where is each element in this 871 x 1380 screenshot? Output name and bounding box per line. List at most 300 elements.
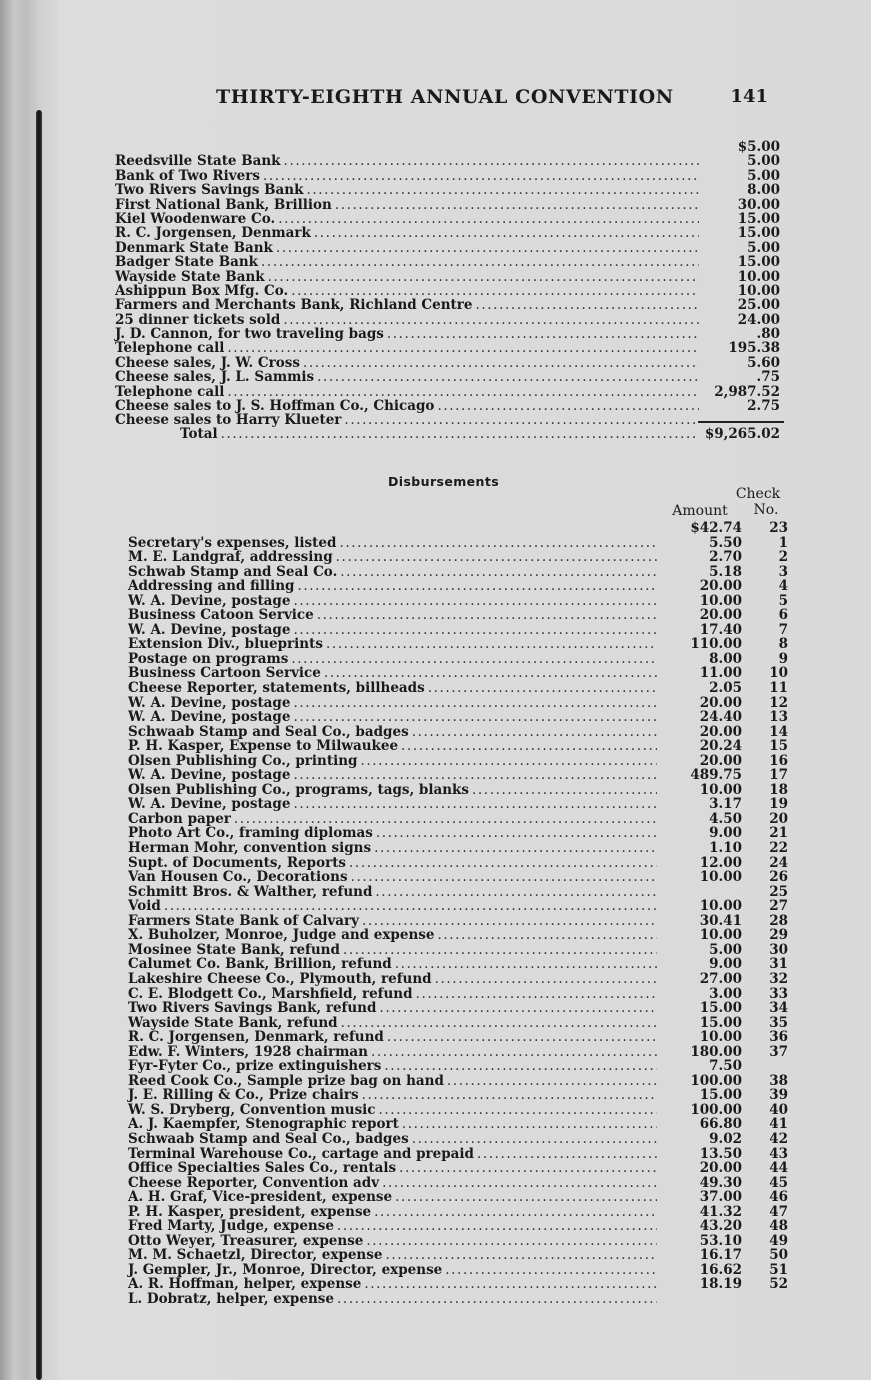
disbursement-label: W. A. Devine, postage [128, 621, 291, 638]
receipt-row [115, 341, 780, 355]
receipt-amount: 2,987.52 [714, 383, 780, 400]
disbursement-amount: 8.00 [709, 650, 742, 667]
dot-leader [412, 725, 657, 740]
disbursement-row [128, 521, 792, 536]
dot-leader [336, 550, 657, 565]
disbursement-label: Two Rivers Savings Bank, refund [128, 1000, 377, 1017]
disbursement-label: Photo Art Co., framing diplomas [128, 825, 373, 842]
dot-leader [314, 226, 699, 240]
receipt-row [115, 154, 780, 168]
dot-leader [375, 885, 657, 900]
disbursement-row [128, 1074, 792, 1089]
disbursement-label: Schmitt Bros. & Walther, refund [128, 883, 373, 900]
disbursement-label: A. J. Kaempfer, Stenographic report [128, 1116, 399, 1133]
disbursement-label: L. Dobratz, helper, expense [128, 1290, 334, 1307]
dot-leader [341, 1016, 657, 1031]
receipt-amount: 15.00 [737, 254, 780, 271]
disbursement-amount: 15.00 [699, 1000, 742, 1017]
disbursement-amount: 4.50 [709, 810, 742, 827]
disbursement-amount: 15.00 [699, 1014, 742, 1031]
disbursement-amount: 15.00 [699, 1087, 742, 1104]
receipt-row [115, 169, 780, 183]
receipt-amount: 195.38 [728, 340, 780, 357]
disbursement-row [128, 1263, 792, 1278]
disbursement-amount: 20.24 [699, 738, 742, 755]
disbursement-row [128, 1248, 792, 1263]
disbursement-row [128, 1045, 792, 1060]
dot-leader [276, 241, 699, 255]
dot-leader [324, 666, 657, 681]
disbursement-amount: 5.18 [709, 563, 742, 580]
disbursement-label: A. H. Graf, Vice-president, expense [128, 1189, 393, 1206]
dot-leader [437, 399, 699, 413]
disbursement-amount: 10.00 [699, 781, 742, 798]
check-number: 23 [769, 520, 788, 536]
dot-leader [263, 169, 699, 183]
disbursement-label: M. M. Schaetzl, Director, expense [128, 1247, 383, 1264]
check-number: 30 [769, 941, 788, 958]
receipt-label: R. C. Jorgensen, Denmark [115, 225, 311, 242]
dot-leader [412, 1132, 657, 1147]
disbursement-row [128, 1219, 792, 1234]
dot-leader [227, 385, 699, 399]
check-number: 8 [778, 636, 788, 653]
dot-leader [477, 1147, 657, 1162]
disbursement-row [128, 768, 792, 783]
dot-leader [379, 1103, 657, 1118]
receipt-amount: 5.00 [747, 167, 780, 184]
dot-leader [387, 1030, 657, 1045]
disbursement-label: A. R. Hoffman, helper, expense [128, 1276, 362, 1293]
disbursement-row [128, 696, 792, 711]
receipt-row [115, 385, 780, 399]
check-number: 29 [769, 927, 788, 944]
disbursement-amount: 110.00 [690, 636, 742, 653]
receipt-row [115, 255, 780, 269]
dot-leader [416, 987, 657, 1002]
receipt-row [115, 226, 780, 240]
check-number: 48 [769, 1218, 788, 1235]
disbursement-label: Mosinee State Bank, refund [128, 941, 340, 958]
dot-leader [387, 327, 699, 341]
disbursement-amount: 7.50 [709, 1058, 742, 1075]
receipt-label: Kiel Woodenware Co. [115, 210, 276, 227]
dot-leader [261, 255, 699, 269]
dot-leader [317, 370, 699, 384]
receipt-label: Ashippun Box Mfg. Co. [115, 282, 289, 299]
disbursement-amount: 1.10 [709, 840, 742, 857]
check-number: 17 [769, 767, 788, 784]
disbursement-label: M. E. Landgraf, addressing [128, 549, 333, 566]
receipt-label: Cheese sales, J. W. Cross [115, 354, 300, 371]
check-number: 7 [778, 621, 788, 638]
disbursement-amount: 5.00 [709, 941, 742, 958]
disbursement-label: Schwaab Stamp and Seal Co., badges [128, 1130, 409, 1147]
receipt-row [115, 241, 780, 255]
check-number: 5 [778, 592, 788, 609]
receipt-amount: 5.00 [747, 153, 780, 170]
page-binding-edge [0, 0, 58, 1380]
disbursement-row [128, 826, 792, 841]
disbursement-label: Business Cartoon Service [128, 665, 321, 682]
disbursement-label: Schwab Stamp and Seal Co. [128, 563, 338, 580]
disbursement-amount: 20.00 [699, 1160, 742, 1177]
dot-leader [343, 943, 657, 958]
disbursement-row [128, 987, 792, 1002]
receipt-label: Cheese sales, J. L. Sammis [115, 369, 315, 386]
dot-leader [293, 797, 657, 812]
receipt-amount: 25.00 [737, 297, 780, 314]
receipt-label: Telephone call [115, 340, 225, 357]
receipt-label: Badger State Bank [115, 254, 259, 271]
dot-leader [360, 754, 657, 769]
disbursement-label: Office Specialties Sales Co., rentals [128, 1160, 397, 1177]
disbursement-amount: $42.74 [690, 520, 742, 536]
disbursement-amount: 9.00 [709, 825, 742, 842]
amount-column-header: Amount [672, 503, 728, 519]
dot-leader [337, 1292, 657, 1307]
disbursement-row [128, 637, 792, 652]
disbursement-label: W. A. Devine, postage [128, 767, 291, 784]
disbursement-label: R. C. Jorgensen, Denmark, refund [128, 1029, 384, 1046]
disbursement-amount: 49.30 [699, 1174, 742, 1191]
disbursement-label: Otto Weyer, Treasurer, expense [128, 1232, 364, 1249]
page-header [216, 86, 776, 116]
check-number: 45 [769, 1174, 788, 1191]
disbursements-ledger [128, 521, 792, 1307]
check-number: 35 [769, 1014, 788, 1031]
disbursement-amount: 20.00 [699, 723, 742, 740]
dot-leader [371, 1045, 657, 1060]
disbursement-row [128, 681, 792, 696]
disbursement-row [128, 1176, 792, 1191]
dot-leader [362, 914, 657, 929]
dot-leader [337, 1219, 657, 1234]
dot-leader [435, 972, 657, 987]
dot-leader [291, 284, 699, 298]
receipt-label: Two Rivers Savings Bank [115, 182, 304, 199]
disbursement-row [128, 1088, 792, 1103]
disbursement-amount: 10.00 [699, 869, 742, 886]
disbursement-row [128, 783, 792, 798]
disbursement-amount: 41.32 [699, 1203, 742, 1220]
disbursement-row [128, 550, 792, 565]
disbursement-label: Cheese Reporter, Convention adv [128, 1174, 380, 1191]
receipt-label: Reedsville State Bank [115, 153, 281, 170]
disbursement-row [128, 739, 792, 754]
receipt-row [115, 370, 780, 384]
dot-leader [293, 710, 657, 725]
dot-leader [293, 696, 657, 711]
disbursement-row [128, 856, 792, 871]
disbursement-row [128, 710, 792, 725]
dot-leader [445, 1263, 657, 1278]
disbursement-row [128, 608, 792, 623]
disbursement-amount: 20.00 [699, 694, 742, 711]
receipt-amount: .75 [756, 369, 780, 386]
disbursement-amount: 43.20 [699, 1218, 742, 1235]
disbursement-row [128, 1147, 792, 1162]
disbursement-amount: 20.00 [699, 607, 742, 624]
check-number: 13 [769, 709, 788, 726]
disbursement-label: Business Catoon Service [128, 607, 314, 624]
dot-leader [278, 212, 699, 226]
disbursement-amount: 13.50 [699, 1145, 742, 1162]
check-number: 12 [769, 694, 788, 711]
check-number: 50 [769, 1247, 788, 1264]
disbursement-label: P. H. Kasper, Expense to Milwaukee [128, 738, 399, 755]
disbursement-label: Terminal Warehouse Co., cartage and prepaid [128, 1145, 474, 1162]
check-number: 6 [778, 607, 788, 624]
disbursement-row [128, 1117, 792, 1132]
receipt-amount: 5.60 [747, 354, 780, 371]
disbursement-amount: 180.00 [690, 1043, 742, 1060]
disbursement-label: Void [128, 898, 161, 915]
disbursement-row [128, 1205, 792, 1220]
receipt-amount: 10.00 [737, 282, 780, 299]
total-amount: $9,265.02 [704, 426, 780, 442]
disbursement-label: Farmers State Bank of Calvary [128, 912, 359, 929]
check-number: 3 [778, 563, 788, 580]
dot-leader [366, 1234, 657, 1249]
disbursement-amount: 24.40 [699, 709, 742, 726]
receipt-amount: 2.75 [747, 398, 780, 415]
dot-leader [395, 1190, 657, 1205]
receipt-row [115, 399, 780, 413]
check-header-line2: No. [753, 502, 779, 518]
check-number: 18 [769, 781, 788, 798]
disbursement-amount: 100.00 [690, 1072, 742, 1089]
check-number: 1 [778, 534, 788, 551]
receipt-row [115, 140, 780, 154]
check-number: 10 [769, 665, 788, 682]
total-label: Total [180, 426, 218, 442]
disbursement-amount: 5.50 [709, 534, 742, 551]
check-number: 37 [769, 1043, 788, 1060]
dot-leader [293, 623, 657, 638]
check-number: 9 [778, 650, 788, 667]
dot-leader [428, 681, 657, 696]
disbursement-label: Reed Cook Co., Sample prize bag on hand [128, 1072, 444, 1089]
disbursement-label: Edw. F. Winters, 1928 chairman [128, 1043, 368, 1060]
receipt-row [115, 183, 780, 197]
dot-leader [283, 313, 699, 327]
check-number: 31 [769, 956, 788, 973]
receipt-amount: 30.00 [737, 196, 780, 213]
disbursement-label: W. A. Devine, postage [128, 694, 291, 711]
disbursement-amount: 2.05 [709, 680, 742, 697]
receipt-row [115, 212, 780, 226]
dot-leader [362, 1088, 657, 1103]
disbursement-row [128, 1059, 792, 1074]
disbursement-row [128, 943, 792, 958]
dot-leader [376, 826, 657, 841]
dot-leader [293, 594, 657, 609]
receipt-label: 25 dinner tickets sold [115, 311, 281, 328]
check-number: 27 [769, 898, 788, 915]
dot-leader [306, 183, 699, 197]
disbursement-row [128, 594, 792, 609]
dot-leader [437, 928, 657, 943]
receipts-total-row [180, 426, 780, 442]
check-number: 39 [769, 1087, 788, 1104]
disbursement-row [128, 1103, 792, 1118]
disbursement-label: Fyr-Fyter Co., prize extinguishers [128, 1058, 382, 1075]
check-number-header [736, 502, 796, 518]
disbursement-row [128, 565, 792, 580]
dot-leader [335, 198, 699, 212]
disbursement-row [128, 1001, 792, 1016]
disbursement-label: Secretary's expenses, listed [128, 534, 337, 551]
receipt-row [115, 356, 780, 370]
disbursement-row [128, 1190, 792, 1205]
disbursement-row [128, 812, 792, 827]
disbursement-amount: 10.00 [699, 592, 742, 609]
disbursement-label: J. E. Rilling & Co., Prize chairs [128, 1087, 359, 1104]
disbursement-amount: 37.00 [699, 1189, 742, 1206]
page-number: 141 [730, 86, 768, 107]
running-title: THIRTY-EIGHTH ANNUAL CONVENTION [216, 86, 674, 108]
check-number: 22 [769, 840, 788, 857]
receipt-label: Denmark State Bank [115, 239, 273, 256]
dot-leader [476, 298, 700, 312]
disbursement-label: P. H. Kasper, president, expense [128, 1203, 372, 1220]
dot-leader [326, 637, 657, 652]
check-number: 19 [769, 796, 788, 813]
disbursement-amount: 10.00 [699, 1029, 742, 1046]
disbursement-amount: 16.17 [699, 1247, 742, 1264]
dot-leader [339, 536, 657, 551]
disbursement-amount: 16.62 [699, 1261, 742, 1278]
disbursement-row [128, 885, 792, 900]
disbursement-amount: 30.41 [699, 912, 742, 929]
check-number: 26 [769, 869, 788, 886]
disbursement-row [128, 1277, 792, 1292]
disbursement-row [128, 725, 792, 740]
disbursement-amount: 20.00 [699, 752, 742, 769]
disbursement-amount: 66.80 [699, 1116, 742, 1133]
disbursement-row [128, 1234, 792, 1249]
disbursement-label: W. S. Dryberg, Convention music [128, 1101, 376, 1118]
check-header-line1: Check [735, 486, 781, 502]
check-number: 52 [769, 1276, 788, 1293]
disbursement-amount: 3.00 [709, 985, 742, 1002]
disbursement-amount: 17.40 [699, 621, 742, 638]
dot-leader [317, 608, 657, 623]
check-column-header [728, 486, 788, 502]
disbursement-label: Postage on programs [128, 650, 289, 667]
check-number: 47 [769, 1203, 788, 1220]
disbursement-amount: 10.00 [699, 898, 742, 915]
disbursement-row [128, 972, 792, 987]
disbursement-label: Extension Div., blueprints [128, 636, 323, 653]
check-number: 4 [778, 578, 788, 595]
dot-leader [385, 1248, 657, 1263]
receipt-row [115, 284, 780, 298]
check-number: 25 [769, 883, 788, 900]
check-number: 34 [769, 1000, 788, 1017]
receipt-row [115, 198, 780, 212]
dot-leader [401, 739, 657, 754]
dot-leader [291, 652, 657, 667]
receipt-label: Telephone call [115, 383, 225, 400]
dot-leader [384, 1059, 657, 1074]
dot-leader [164, 899, 657, 914]
receipt-row [115, 313, 780, 327]
disbursement-label: W. A. Devine, postage [128, 592, 291, 609]
disbursement-row [128, 928, 792, 943]
disbursement-amount: 489.75 [690, 767, 742, 784]
receipt-amount: 10.00 [737, 268, 780, 285]
check-number: 46 [769, 1189, 788, 1206]
receipt-label: Bank of Two Rivers [115, 167, 260, 184]
receipt-amount: $5.00 [737, 139, 780, 155]
dot-leader [227, 341, 699, 355]
dot-leader [374, 841, 657, 856]
receipt-row [115, 270, 780, 284]
dot-leader [340, 565, 657, 580]
dot-leader [447, 1074, 657, 1089]
dot-leader [303, 356, 699, 370]
check-number: 49 [769, 1232, 788, 1249]
disbursement-amount: 3.17 [709, 796, 742, 813]
disbursement-row [128, 579, 792, 594]
disbursement-row [128, 899, 792, 914]
disbursement-amount: 12.00 [699, 854, 742, 871]
disbursement-label: Wayside State Bank, refund [128, 1014, 338, 1031]
check-number: 14 [769, 723, 788, 740]
receipt-label: Cheese sales to Harry Klueter [115, 412, 342, 429]
disbursement-row [128, 754, 792, 769]
disbursement-label: Calumet Co. Bank, Brillion, refund [128, 956, 392, 973]
disbursement-label: Schwaab Stamp and Seal Co., badges [128, 723, 409, 740]
disbursement-row [128, 1161, 792, 1176]
receipt-label: Cheese sales to J. S. Hoffman Co., Chicago [115, 398, 435, 415]
dot-leader [293, 768, 657, 783]
disbursement-amount: 100.00 [690, 1101, 742, 1118]
check-number: 51 [769, 1261, 788, 1278]
disbursement-row [128, 536, 792, 551]
disbursement-row [128, 1016, 792, 1031]
check-number: 11 [769, 680, 788, 697]
disbursement-label: Fred Marty, Judge, expense [128, 1218, 334, 1235]
disbursement-amount: 9.00 [709, 956, 742, 973]
receipt-label: First National Bank, Brillion [115, 196, 332, 213]
disbursement-row [128, 841, 792, 856]
dot-leader [374, 1205, 657, 1220]
check-number: 44 [769, 1160, 788, 1177]
dot-leader [351, 870, 657, 885]
disbursement-label: Herman Mohr, convention signs [128, 840, 372, 857]
check-number: 28 [769, 912, 788, 929]
check-number: 32 [769, 970, 788, 987]
receipt-amount: 8.00 [747, 182, 780, 199]
disbursements-heading: Disbursements [388, 474, 500, 489]
check-number: 21 [769, 825, 788, 842]
disbursement-row [128, 623, 792, 638]
check-number: 40 [769, 1101, 788, 1118]
check-number: 43 [769, 1145, 788, 1162]
disbursement-row [128, 797, 792, 812]
disbursement-amount: 11.00 [699, 665, 742, 682]
receipt-amount: 5.00 [747, 239, 780, 256]
disbursement-row [128, 1292, 792, 1307]
check-number: 36 [769, 1029, 788, 1046]
disbursement-label: Supt. of Documents, Reports [128, 854, 347, 871]
receipt-amount: 15.00 [737, 225, 780, 242]
disbursement-amount: 10.00 [699, 927, 742, 944]
receipt-row [115, 298, 780, 312]
